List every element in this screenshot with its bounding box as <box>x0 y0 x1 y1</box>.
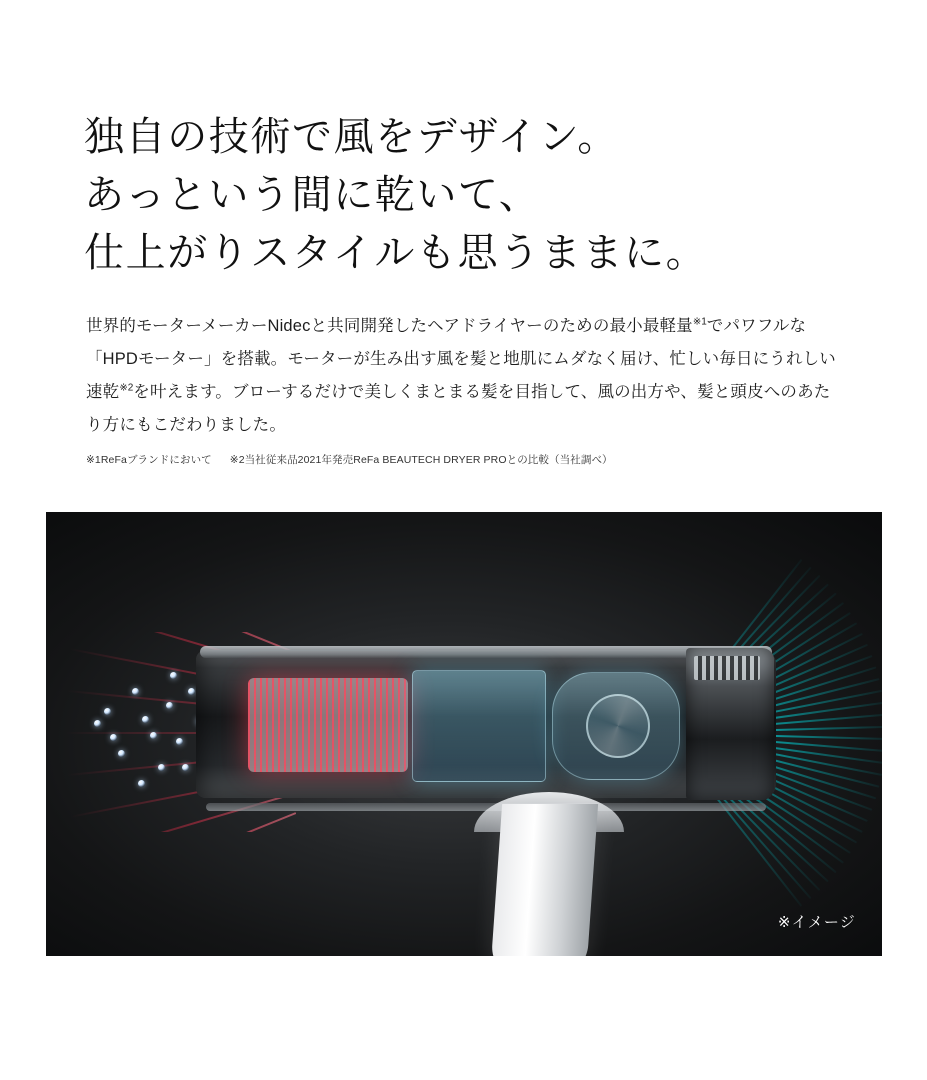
footnote-marker-2: ※2 <box>119 382 134 394</box>
footnote-1: ※1ReFaブランドにおいて <box>86 454 212 466</box>
footnote-marker-1: ※1 <box>692 316 707 328</box>
hpd-motor-fan <box>586 694 650 758</box>
body-text-part-2: でパワフルな「HPDモーター」を搭載。モーターが生み出す風を髪と地肌にムダなく届け、忙しい毎日にうれしい速乾 <box>86 317 836 401</box>
body-text-part-1: 世界的モーターメーカーNidecと共同開発したヘアドライヤーのための最小最軽量 <box>86 317 693 335</box>
body-copy <box>86 310 846 442</box>
dryer-handle <box>490 804 598 956</box>
nozzle-grille <box>694 656 760 680</box>
body-paragraph <box>86 310 846 442</box>
heater-coil <box>248 678 408 772</box>
page-title <box>84 108 884 282</box>
headline-line-2: あっという間に乾いて、 <box>84 172 541 217</box>
hero-image-dryer-cutaway <box>46 512 882 956</box>
hero-caption: ※イメージ <box>777 914 856 931</box>
footnotes <box>86 452 866 467</box>
headline-line-3: 仕上がりスタイルも思うままに。 <box>84 230 708 275</box>
headline-line-1: 独自の技術で風をデザイン。 <box>84 114 619 159</box>
internal-component-front <box>412 670 546 782</box>
footnote-2: ※2当社従来品2021年発売ReFa BEAUTECH DRYER PROとの比較（当社調べ） <box>229 454 613 466</box>
body-text-part-3: を叶えます。ブローするだけで美しくまとまる髪を目指して、風の出方や、髪と頭皮へのあたり方にもこだわりました。 <box>86 383 831 434</box>
dryer-cutaway-illustration <box>196 642 776 817</box>
